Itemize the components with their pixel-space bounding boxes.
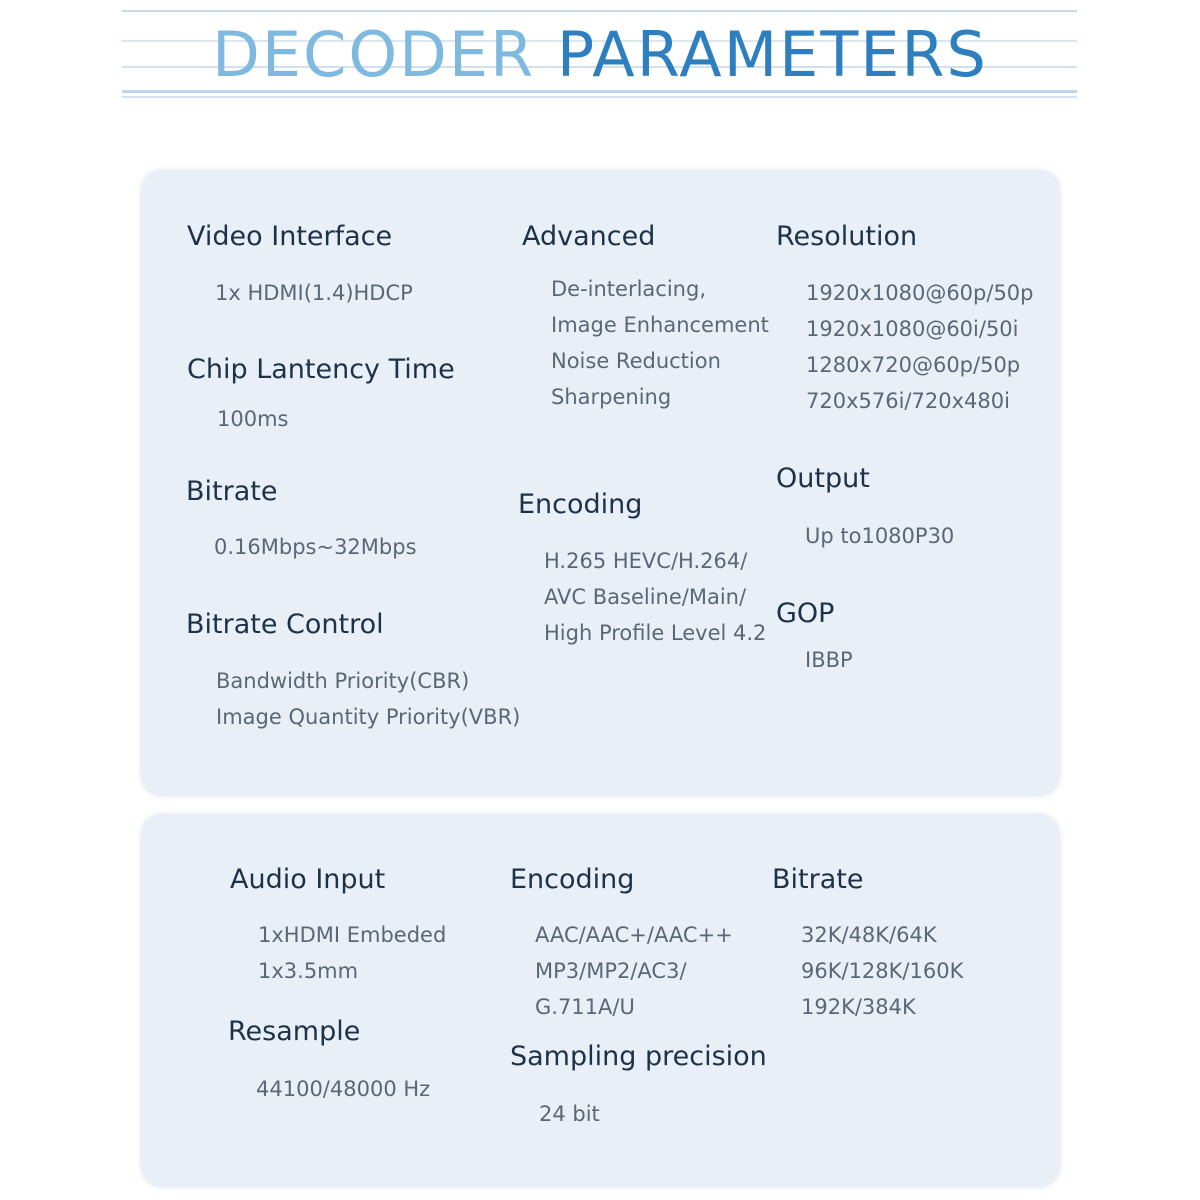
audio-input-value-1: 1xHDMI Embeded: [258, 923, 447, 947]
encoding-heading: Encoding: [518, 489, 643, 520]
output-heading: Output: [776, 463, 870, 494]
bitrate-heading: Bitrate: [186, 476, 278, 507]
header-line-top-1: [122, 10, 1077, 12]
chip-latency-heading: Chip Lantency Time: [187, 354, 455, 385]
advanced-heading: Advanced: [522, 221, 656, 252]
sampling-precision-value: 24 bit: [539, 1102, 600, 1126]
audio-encoding-value-2: MP3/MP2/AC3/: [535, 959, 687, 983]
bitrate-control-value-1: Bandwidth Priority(CBR): [216, 669, 470, 693]
sampling-precision-heading: Sampling precision: [510, 1041, 767, 1072]
audio-bitrate-value-1: 32K/48K/64K: [801, 923, 937, 947]
resolution-heading: Resolution: [776, 221, 918, 252]
audio-bitrate-value-3: 192K/384K: [801, 995, 916, 1019]
advanced-value-1: De-interlacing,: [551, 277, 706, 301]
encoding-value-3: High Profile Level 4.2: [544, 621, 767, 645]
audio-input-heading: Audio Input: [230, 864, 386, 895]
title-part-1: DECODER: [212, 18, 536, 91]
audio-encoding-heading: Encoding: [510, 864, 635, 895]
resolution-value-4: 720x576i/720x480i: [806, 389, 1010, 413]
gop-value: IBBP: [805, 648, 853, 672]
bitrate-control-value-2: Image Quantity Priority(VBR): [216, 705, 521, 729]
resolution-value-3: 1280x720@60p/50p: [806, 353, 1021, 377]
audio-encoding-value-1: AAC/AAC+/AAC++: [535, 923, 733, 947]
resolution-value-1: 1920x1080@60p/50p: [806, 281, 1034, 305]
video-interface-value: 1x HDMI(1.4)HDCP: [215, 281, 413, 305]
advanced-value-3: Noise Reduction: [551, 349, 721, 373]
page-title: [0, 18, 1200, 91]
resolution-value-2: 1920x1080@60i/50i: [806, 317, 1019, 341]
header-line-bottom-2: [122, 96, 1077, 98]
chip-latency-value: 100ms: [217, 407, 289, 431]
resample-value: 44100/48000 Hz: [256, 1077, 431, 1101]
video-interface-heading: Video Interface: [187, 221, 393, 252]
encoding-value-2: AVC Baseline/Main/: [544, 585, 747, 609]
advanced-value-4: Sharpening: [551, 385, 672, 409]
audio-input-value-2: 1x3.5mm: [258, 959, 359, 983]
bitrate-control-heading: Bitrate Control: [186, 609, 384, 640]
bitrate-value: 0.16Mbps~32Mbps: [214, 535, 417, 559]
audio-bitrate-heading: Bitrate: [772, 864, 864, 895]
encoding-value-1: H.265 HEVC/H.264/: [544, 549, 748, 573]
gop-heading: GOP: [776, 598, 835, 629]
title-part-2: PARAMETERS: [556, 18, 988, 91]
resample-heading: Resample: [228, 1016, 361, 1047]
advanced-value-2: Image Enhancement: [551, 313, 769, 337]
audio-bitrate-value-2: 96K/128K/160K: [801, 959, 964, 983]
output-value: Up to1080P30: [805, 524, 955, 548]
audio-encoding-value-3: G.711A/U: [535, 995, 635, 1019]
